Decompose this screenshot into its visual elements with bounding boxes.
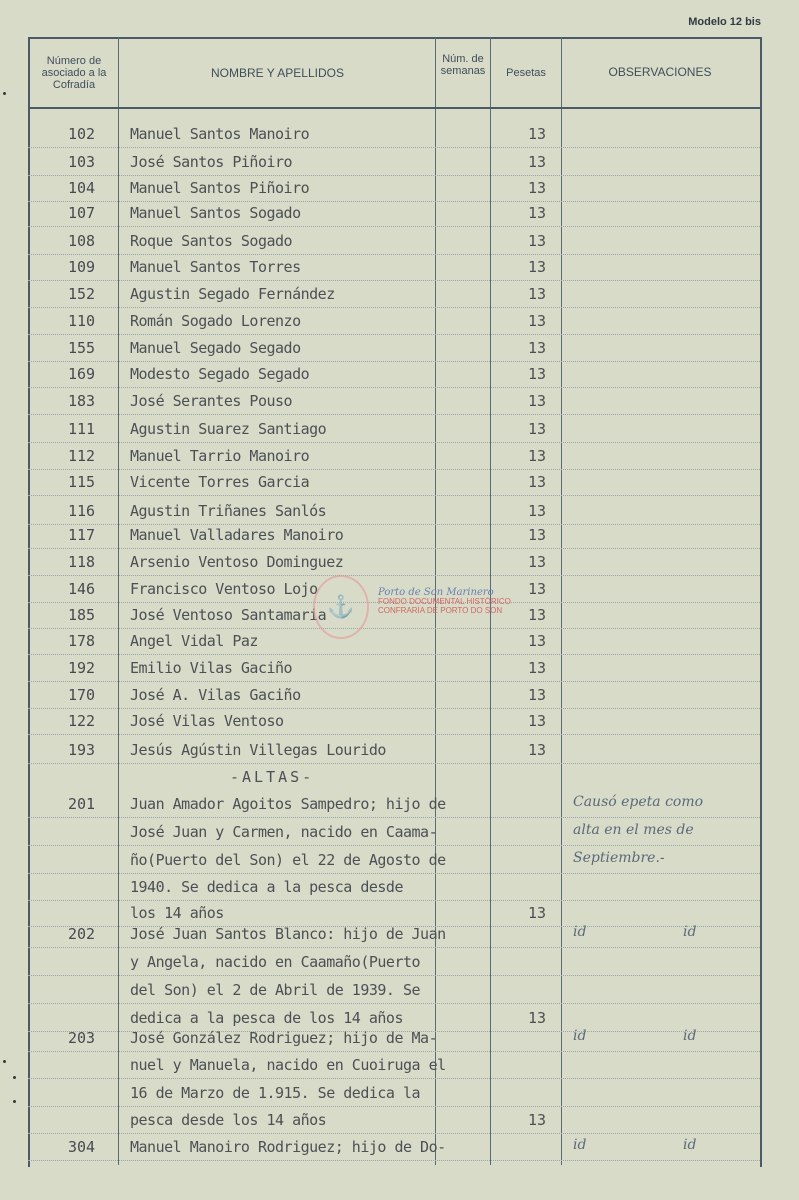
row-rule	[28, 307, 760, 308]
table-row	[28, 470, 760, 496]
row-pesetas: 13	[528, 580, 547, 598]
punch-mark	[13, 1076, 16, 1079]
row-rule	[28, 734, 760, 735]
row-name: Modesto Segado Segado	[130, 365, 310, 383]
row-number: 112	[68, 447, 96, 465]
punch-mark	[3, 92, 6, 95]
row-rule	[28, 654, 760, 655]
table-row	[28, 950, 760, 976]
punch-mark	[3, 1060, 6, 1063]
row-number: 170	[68, 686, 96, 704]
row-name: Manuel Santos Piñoiro	[130, 179, 310, 197]
row-number: 107	[68, 204, 96, 222]
row-pesetas: 13	[528, 365, 547, 383]
row-rule	[28, 442, 760, 443]
table-row	[28, 499, 760, 525]
row-name: José Santos Piñoiro	[130, 153, 293, 171]
row-observation-id: id	[683, 1137, 697, 1153]
row-name: Manuel Valladares Manoiro	[130, 526, 344, 544]
table-row	[28, 389, 760, 415]
table-row	[28, 201, 760, 227]
table-row	[28, 150, 760, 176]
row-name: Agustin Segado Fernández	[130, 285, 335, 303]
row-pesetas: 13	[528, 232, 547, 250]
row-name: Jesús Agústin Villegas Lourido	[130, 741, 386, 759]
row-pesetas: 13	[528, 153, 547, 171]
row-name: Juan Amador Agoitos Sampedro; hijo de	[130, 795, 446, 813]
table-row	[28, 176, 760, 202]
row-pesetas: 13	[528, 904, 547, 922]
stamp-title: Porto de Son Marinero	[378, 587, 494, 598]
row-name: Roque Santos Sogado	[130, 232, 293, 250]
row-pesetas: 13	[528, 632, 547, 650]
row-rule	[28, 1003, 760, 1004]
table-row	[28, 1135, 760, 1161]
row-name: Agustin Triñanes Sanlós	[130, 502, 327, 520]
row-observation: Septiembre.-	[573, 850, 665, 866]
row-pesetas: 13	[528, 526, 547, 544]
row-rule	[28, 845, 760, 846]
row-name: Manuel Santos Sogado	[130, 204, 301, 222]
row-rule	[28, 1133, 760, 1134]
row-pesetas: 13	[528, 447, 547, 465]
row-number: 178	[68, 632, 96, 650]
row-rule	[28, 414, 760, 415]
row-number: 169	[68, 365, 96, 383]
row-pesetas: 13	[528, 179, 547, 197]
row-number: 117	[68, 526, 96, 544]
row-name: José A. Vilas Gaciño	[130, 686, 301, 704]
row-name: Vicente Torres Garcia	[130, 473, 310, 491]
table-row	[28, 336, 760, 362]
row-name: 1940. Se dedica a la pesca desde	[130, 878, 403, 896]
row-number: 152	[68, 285, 96, 303]
row-observation: id	[573, 924, 587, 940]
row-name: Angel Vidal Paz	[130, 632, 258, 650]
row-name: Román Sogado Lorenzo	[130, 312, 301, 330]
row-pesetas: 13	[528, 659, 547, 677]
anchor-icon: ⚓	[313, 575, 369, 639]
row-number: 116	[68, 502, 96, 520]
row-name: los 14 años	[130, 904, 224, 922]
row-number: 193	[68, 741, 96, 759]
row-name: José Juan y Carmen, nacido en Caama-	[130, 823, 438, 841]
header-rule	[28, 107, 760, 109]
table-row	[28, 122, 760, 148]
row-number: 192	[68, 659, 96, 677]
table-row	[28, 362, 760, 388]
table-row	[28, 1081, 760, 1107]
table-row	[28, 444, 760, 470]
row-pesetas: 13	[528, 686, 547, 704]
row-observation: id	[573, 1137, 587, 1153]
altas-heading: -ALTAS-	[230, 768, 315, 786]
header-observaciones: OBSERVACIONES	[608, 65, 712, 79]
punch-mark	[13, 1100, 16, 1103]
stamp-line2: FONDO DOCUMENTAL HISTÓRICO	[378, 597, 511, 606]
table-row	[28, 709, 760, 735]
row-rule	[28, 495, 760, 496]
row-pesetas: 13	[528, 553, 547, 571]
row-pesetas: 13	[528, 339, 547, 357]
row-number: 115	[68, 473, 96, 491]
row-observation-id: id	[683, 1028, 697, 1044]
row-number: 102	[68, 125, 96, 143]
row-name: Manuel Segado Segado	[130, 339, 301, 357]
row-number: 111	[68, 420, 96, 438]
table-row	[28, 309, 760, 335]
row-rule	[28, 1078, 760, 1079]
row-pesetas: 13	[528, 473, 547, 491]
row-rule	[28, 280, 760, 281]
row-pesetas: 13	[528, 606, 547, 624]
row-name: Manuel Santos Torres	[130, 258, 301, 276]
row-number: 122	[68, 712, 96, 730]
row-number: 109	[68, 258, 96, 276]
table-row	[28, 417, 760, 443]
row-rule	[28, 817, 760, 818]
row-name: 16 de Marzo de 1.915. Se dedica la	[130, 1084, 421, 1102]
row-name: Emilio Vilas Gaciño	[130, 659, 293, 677]
row-name: José González Rodriguez; hijo de Ma-	[130, 1029, 438, 1047]
row-number: 183	[68, 392, 96, 410]
row-name: nuel y Manuela, nacido en Cuoiruga el	[130, 1056, 446, 1074]
table-row	[28, 848, 760, 874]
row-name: pesca desde los 14 años	[130, 1111, 327, 1129]
table-row	[28, 1026, 760, 1052]
table-row	[28, 523, 760, 549]
table-row	[28, 978, 760, 1004]
row-pesetas: 13	[528, 1009, 547, 1027]
header-pesetas: Pesetas	[506, 67, 546, 79]
row-number: 110	[68, 312, 96, 330]
table-row	[28, 875, 760, 901]
row-number: 202	[68, 925, 96, 943]
row-name: Agustin Suarez Santiago	[130, 420, 327, 438]
header-semanas: Núm. de semanas	[440, 53, 486, 77]
row-pesetas: 13	[528, 204, 547, 222]
row-name: ño(Puerto del Son) el 22 de Agosto de	[130, 851, 446, 869]
table-row	[28, 792, 760, 818]
stamp-line3: CONFRARÍA DE PORTO DO SON	[378, 606, 503, 615]
row-rule	[28, 226, 760, 227]
row-name: del Son) el 2 de Abril de 1939. Se	[130, 981, 421, 999]
row-observation: id	[573, 1028, 587, 1044]
table-row	[28, 1108, 760, 1134]
row-observation: Causó epeta como	[573, 794, 704, 810]
row-rule	[28, 1051, 760, 1052]
table-row	[28, 629, 760, 655]
row-rule	[28, 873, 760, 874]
row-observation-id: id	[683, 924, 697, 940]
table-row	[28, 820, 760, 846]
table-row	[28, 738, 760, 764]
row-rule	[28, 387, 760, 388]
row-rule	[28, 1160, 760, 1161]
row-pesetas: 13	[528, 312, 547, 330]
row-pesetas: 13	[528, 285, 547, 303]
model-label: Modelo 12 bis	[688, 16, 761, 28]
row-name: Arsenio Ventoso Dominguez	[130, 553, 344, 571]
table-row	[28, 229, 760, 255]
row-name: José Juan Santos Blanco: hijo de Juan	[130, 925, 446, 943]
row-name: y Angela, nacido en Caamaño(Puerto	[130, 953, 421, 971]
row-pesetas: 13	[528, 420, 547, 438]
table-row	[28, 550, 760, 576]
row-number: 118	[68, 553, 96, 571]
table-row	[28, 255, 760, 281]
row-rule	[28, 763, 760, 764]
row-rule	[28, 947, 760, 948]
row-rule	[28, 1106, 760, 1107]
header-numero: Número de asociado a la Cofradía	[41, 55, 107, 91]
table-row	[28, 1053, 760, 1079]
row-name: Manuel Manoiro Rodriguez; hijo de Do-	[130, 1138, 446, 1156]
row-rule	[28, 681, 760, 682]
row-pesetas: 13	[528, 741, 547, 759]
row-number: 104	[68, 179, 96, 197]
row-pesetas: 13	[528, 502, 547, 520]
table-row	[28, 282, 760, 308]
row-name: Manuel Tarrio Manoiro	[130, 447, 310, 465]
row-rule	[28, 975, 760, 976]
row-pesetas: 13	[528, 712, 547, 730]
archive-stamp	[378, 588, 511, 615]
row-name: Manuel Santos Manoiro	[130, 125, 310, 143]
row-number: 155	[68, 339, 96, 357]
row-name: dedica a la pesca de los 14 años	[130, 1009, 403, 1027]
row-pesetas: 13	[528, 1111, 547, 1129]
row-number: 201	[68, 795, 96, 813]
table-row	[28, 922, 760, 948]
row-observation: alta en el mes de	[573, 822, 694, 838]
table-row	[28, 656, 760, 682]
row-pesetas: 13	[528, 125, 547, 143]
table-row	[28, 683, 760, 709]
row-rule	[28, 548, 760, 549]
row-number: 304	[68, 1138, 96, 1156]
row-number: 203	[68, 1029, 96, 1047]
row-number: 146	[68, 580, 96, 598]
row-name: Francisco Ventoso Lojo	[130, 580, 318, 598]
row-number: 108	[68, 232, 96, 250]
row-name: José Vilas Ventoso	[130, 712, 284, 730]
row-rule	[28, 334, 760, 335]
row-name: José Ventoso Santamaria	[130, 606, 327, 624]
row-number: 185	[68, 606, 96, 624]
row-pesetas: 13	[528, 258, 547, 276]
row-pesetas: 13	[528, 392, 547, 410]
header-nombre: NOMBRE Y APELLIDOS	[211, 66, 344, 80]
row-rule	[28, 147, 760, 148]
row-rule	[28, 575, 760, 576]
row-name: José Serantes Pouso	[130, 392, 293, 410]
row-number: 103	[68, 153, 96, 171]
